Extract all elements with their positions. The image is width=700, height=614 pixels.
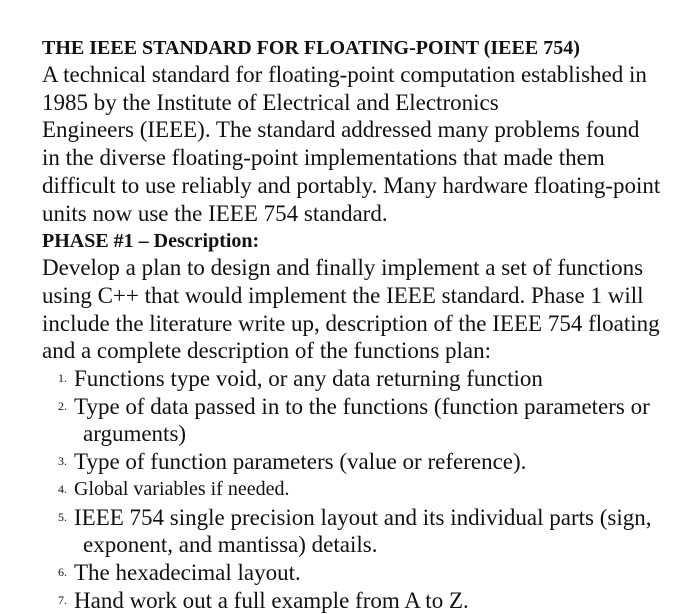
list-item — [42, 504, 672, 559]
list-item — [42, 559, 672, 587]
list-item — [42, 448, 672, 476]
intro-line: difficult to use reliably and portably. Many hardware floating-point — [42, 172, 661, 198]
list-item-text: Type of function parameters (value or reference). — [74, 449, 527, 475]
list-item — [42, 476, 672, 504]
document — [42, 36, 672, 614]
phase-line: Develop a plan to design and finally implement a set of functions — [42, 255, 644, 281]
intro-line: units now use the IEEE 754 standard. — [42, 200, 388, 226]
list-item-number: 2. — [58, 398, 67, 413]
phase-line: include the literature write up, description of the IEEE 754 floating — [42, 310, 660, 336]
intro-line: Engineers (IEEE). The standard addressed many problems found — [42, 117, 640, 143]
list-item-number: 7. — [58, 592, 67, 607]
list-item — [42, 365, 672, 393]
list-item-text: The hexadecimal layout. — [74, 559, 301, 585]
list-item — [42, 587, 672, 614]
list-item-number: 5. — [58, 509, 67, 524]
list-item-text: Global variables if needed. — [74, 477, 290, 500]
list-item-text-continued: arguments) — [83, 421, 187, 447]
intro-paragraph — [42, 61, 672, 227]
list-item-number: 1. — [58, 371, 67, 386]
document-title: THE IEEE STANDARD FOR FLOATING-POINT (IEEE 754) — [42, 37, 580, 59]
list-item-text: Functions type void, or any data returning function — [74, 366, 543, 392]
phase-line: using C++ that would implement the IEEE standard. Phase 1 will — [42, 282, 644, 308]
list-item-number: 3. — [58, 454, 67, 469]
list-item-text: Type of data passed in to the functions (function parameters or — [74, 393, 650, 419]
list-item-text: Hand work out a full example from A to Z. — [74, 587, 469, 613]
intro-line: A technical standard for floating-point computation established in — [42, 62, 647, 87]
list-item-text-continued: exponent, and mantissa) details. — [83, 532, 378, 558]
function-plan-list — [42, 365, 672, 614]
list-item-text: IEEE 754 single precision layout and its individual parts (sign, — [74, 504, 652, 530]
list-item-number: 6. — [58, 564, 67, 579]
intro-line: 1985 by the Institute of Electrical and Electronics — [42, 89, 499, 115]
phase-heading: PHASE #1 – Description: — [42, 230, 260, 253]
phase-paragraph — [42, 254, 672, 365]
phase-line: and a complete description of the functions plan: — [42, 338, 492, 364]
list-item — [42, 393, 672, 448]
list-item-number: 4. — [58, 481, 67, 496]
intro-line: in the diverse floating-point implementations that made them — [42, 145, 605, 171]
